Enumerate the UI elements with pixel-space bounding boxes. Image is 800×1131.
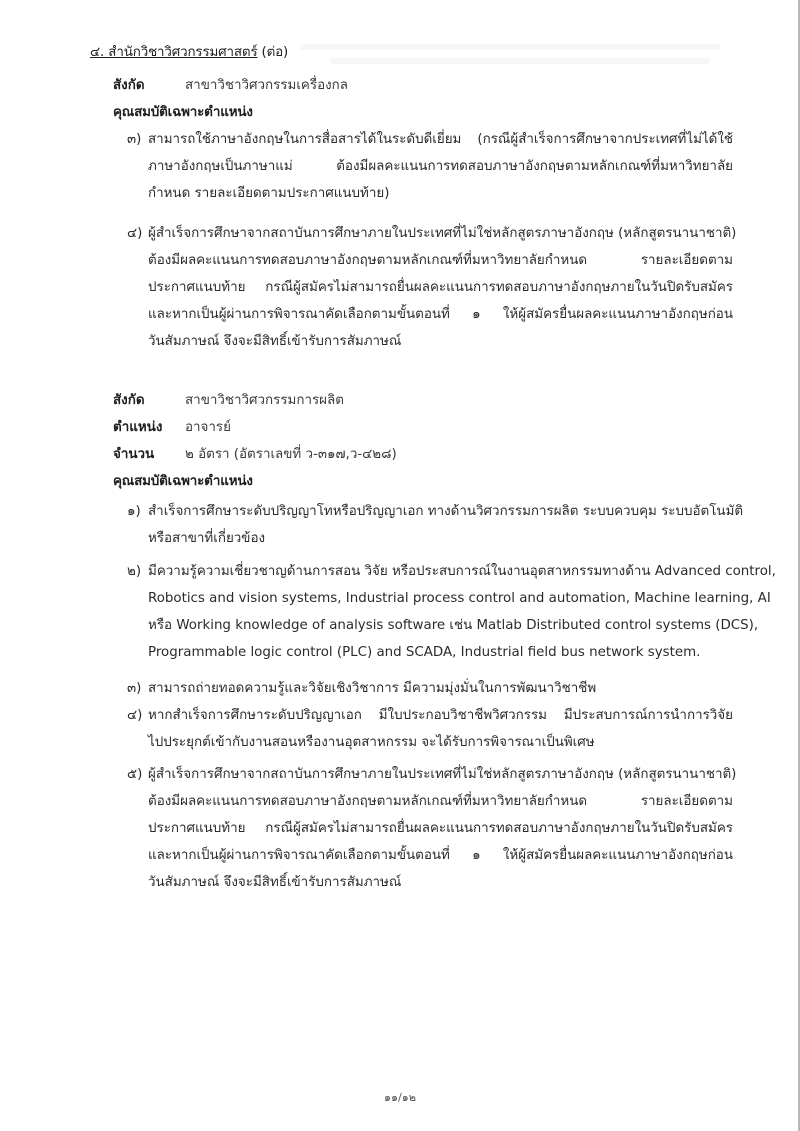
bleed-through-mark	[300, 44, 720, 50]
item-number: ๕)	[127, 767, 143, 782]
item-line: ภาษาอังกฤษเป็นภาษาแม่ ต้องมีผลคะแนนการทดสอบภาษาอังกฤษตามหลักเกณฑ์ที่มหาวิทยาลัย	[148, 159, 733, 174]
item-line: ผู้สำเร็จการศึกษาจากสถาบันการศึกษาภายในประเทศที่ไม่ใช่หลักสูตรภาษาอังกฤษ (หลักสูตรนานาชาติ)	[148, 767, 737, 782]
bleed-through-mark	[330, 58, 710, 64]
item-line: วันสัมภาษณ์ จึงจะมีสิทธิ์เข้ารับการสัมภาษณ์	[148, 334, 402, 349]
item-line: ผู้สำเร็จการศึกษาจากสถาบันการศึกษาภายในประเทศที่ไม่ใช่หลักสูตรภาษาอังกฤษ (หลักสูตรนานาชาติ)	[148, 226, 737, 241]
page-number: ๑๑/๑๒	[384, 1091, 416, 1104]
qualifications-heading-1: คุณสมบัติเฉพาะตำแหน่ง	[113, 105, 253, 120]
item-line: Robotics and vision systems, Industrial process control and automation, Machine learning, AI	[148, 591, 771, 606]
section-heading-suffix: (ต่อ)	[261, 45, 289, 60]
count-value: ๒ อัตรา (อัตราเลขที่ ว-๓๑๗,ว-๔๒๘)	[185, 447, 397, 462]
item-line: กำหนด รายละเอียดตามประกาศแนบท้าย)	[148, 186, 390, 201]
item-line: วันสัมภาษณ์ จึงจะมีสิทธิ์เข้ารับการสัมภาษณ์	[148, 875, 402, 890]
item-line: ประกาศแนบท้าย กรณีผู้สมัครไม่สามารถยื่นผลคะแนนการทดสอบภาษาอังกฤษภายในวันปิดรับสมัคร	[148, 280, 733, 295]
item-number: ๓)	[127, 132, 142, 147]
item-number: ๓)	[127, 681, 142, 696]
affiliation-value: สาขาวิชาวิศวกรรมเครื่องกล	[185, 78, 348, 93]
item-line: หรือ Working knowledge of analysis software เช่น Matlab Distributed control systems (DCS),	[148, 618, 759, 633]
item-number: ๑)	[127, 504, 141, 519]
item-line: สามารถถ่ายทอดความรู้และวิจัยเชิงวิชาการ มีความมุ่งมั่นในการพัฒนาวิชาชีพ	[148, 681, 597, 696]
item-line: และหากเป็นผู้ผ่านการพิจารณาคัดเลือกตามขั้นตอนที่ ๑ ให้ผู้สมัครยื่นผลคะแนนภาษาอังกฤษก่อน	[148, 307, 733, 322]
affiliation-row-1	[113, 77, 348, 95]
item-line: สำเร็จการศึกษาระดับปริญญาโทหรือปริญญาเอก ทางด้านวิศวกรรมการผลิต ระบบควบคุม ระบบอัตโนมัติ	[148, 504, 744, 519]
affiliation-value: สาขาวิชาวิศวกรรมการผลิต	[185, 393, 344, 408]
position-label: ตำแหน่ง	[113, 420, 163, 435]
item-line: Programmable logic control (PLC) and SCADA, Industrial field bus network system.	[148, 645, 701, 660]
section-heading-text: ๔. สำนักวิชาวิศวกรรมศาสตร์	[90, 45, 258, 60]
affiliation-row-2	[113, 392, 344, 410]
position-row	[113, 419, 231, 437]
item-line: ประกาศแนบท้าย กรณีผู้สมัครไม่สามารถยื่นผลคะแนนการทดสอบภาษาอังกฤษภายในวันปิดรับสมัคร	[148, 821, 733, 836]
item-number: ๒)	[127, 564, 142, 579]
count-label: จำนวน	[113, 447, 155, 462]
item-line: หากสำเร็จการศึกษาระดับปริญญาเอก มีใบประกอบวิชาชีพวิศวกรรม มีประสบการณ์การนำการวิจัย	[148, 708, 733, 723]
affiliation-label: สังกัด	[113, 78, 145, 93]
item-number: ๔)	[127, 226, 143, 241]
section-heading	[90, 44, 288, 62]
item-line: ต้องมีผลคะแนนการทดสอบภาษาอังกฤษตามหลักเกณฑ์ที่มหาวิทยาลัยกำหนด รายละเอียดตาม	[148, 253, 733, 268]
qualifications-heading-2: คุณสมบัติเฉพาะตำแหน่ง	[113, 474, 253, 489]
item-line: สามารถใช้ภาษาอังกฤษในการสื่อสารได้ในระดับดีเยี่ยม (กรณีผู้สำเร็จการศึกษาจากประเทศที่ไม่ได้ใช้	[148, 132, 733, 147]
item-line: มีความรู้ความเชี่ยวชาญด้านการสอน วิจัย หรือประสบการณ์ในงานอุตสาหกรรมทางด้าน Advanced control,	[148, 564, 776, 579]
position-value: อาจารย์	[185, 420, 231, 435]
affiliation-label: สังกัด	[113, 393, 145, 408]
item-line: ต้องมีผลคะแนนการทดสอบภาษาอังกฤษตามหลักเกณฑ์ที่มหาวิทยาลัยกำหนด รายละเอียดตาม	[148, 794, 733, 809]
item-line: และหากเป็นผู้ผ่านการพิจารณาคัดเลือกตามขั้นตอนที่ ๑ ให้ผู้สมัครยื่นผลคะแนนภาษาอังกฤษก่อน	[148, 848, 733, 863]
item-number: ๔)	[127, 708, 143, 723]
count-row	[113, 446, 397, 464]
item-line: ไปประยุกต์เข้ากับงานสอนหรืองานอุตสาหกรรม จะได้รับการพิจารณาเป็นพิเศษ	[148, 735, 595, 750]
item-line: หรือสาขาที่เกี่ยวข้อง	[148, 531, 266, 546]
